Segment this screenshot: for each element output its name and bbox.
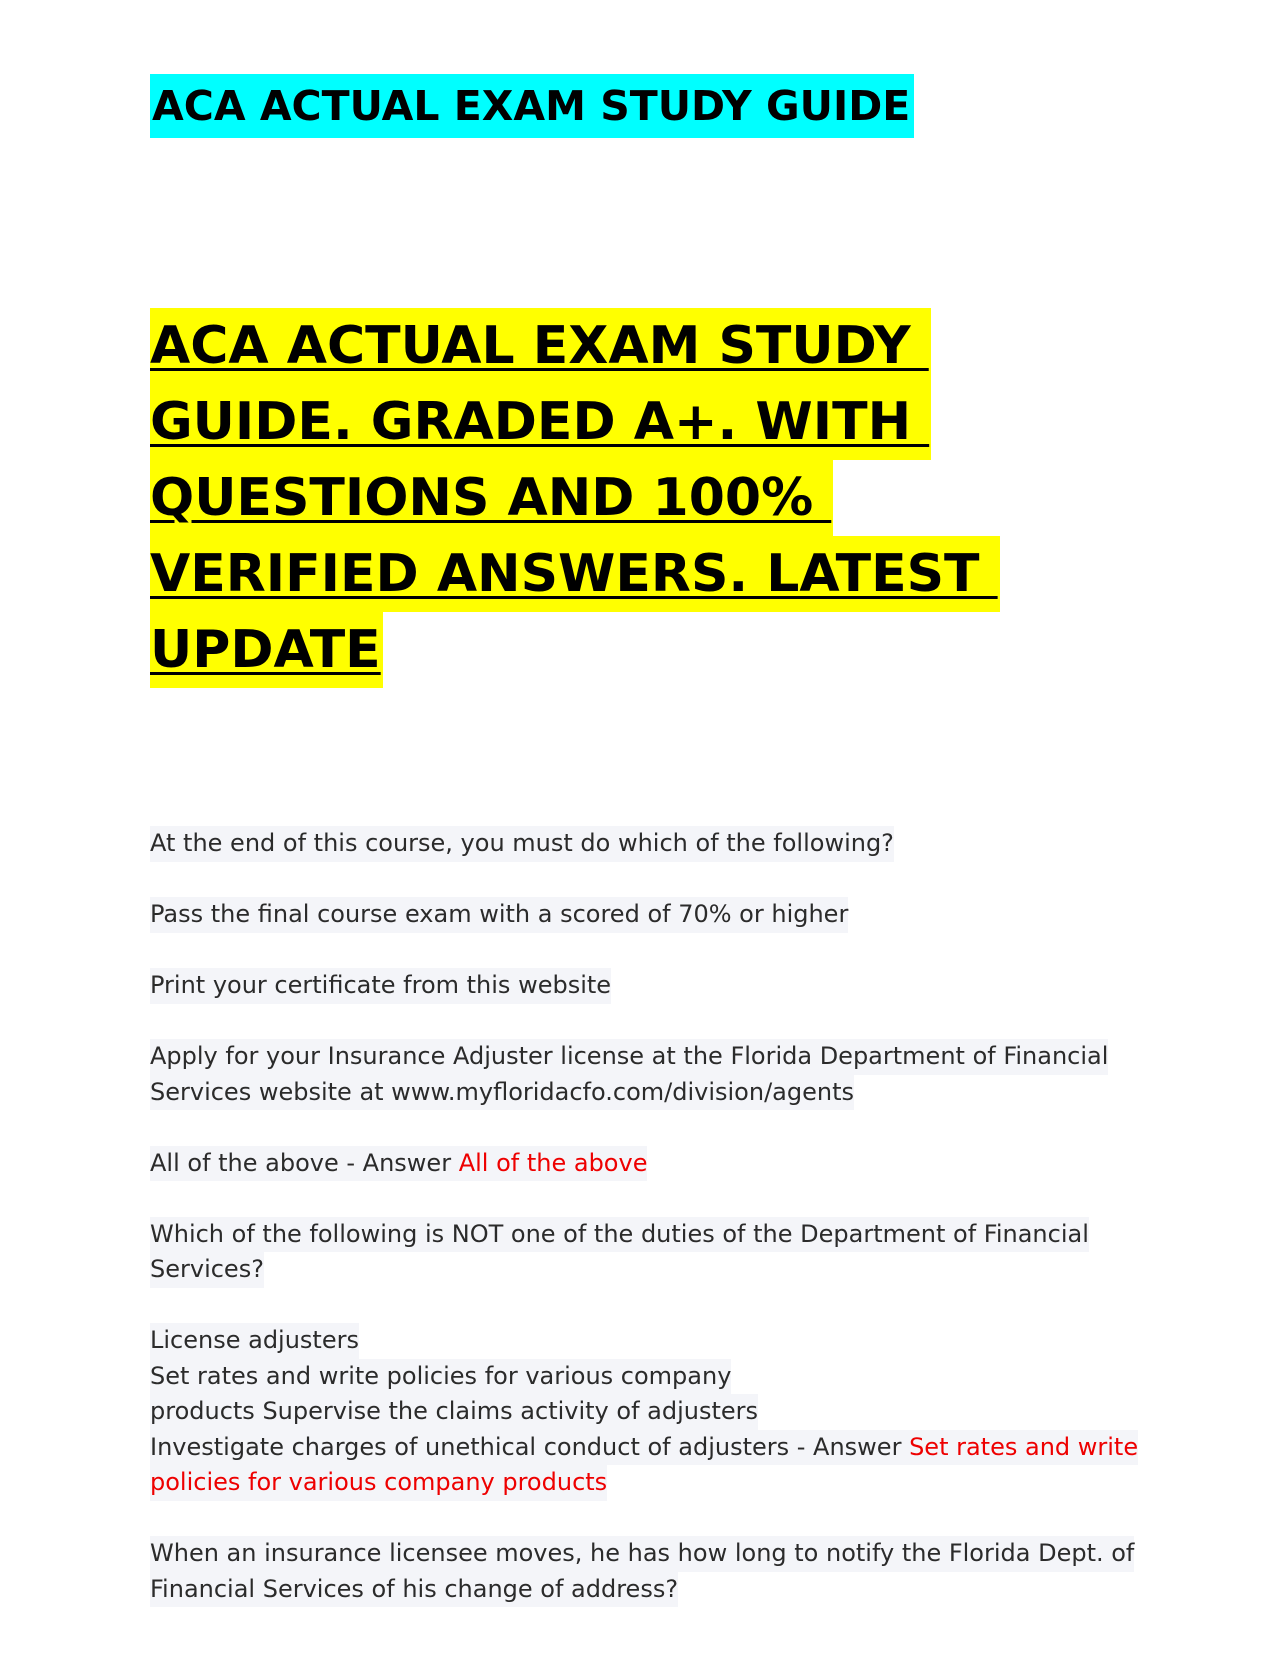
question-3: [150, 1536, 1135, 1607]
option-text: Investigate charges of unethical conduct of adjusters - Answer: [150, 1432, 910, 1461]
answer-text: policies for various company products: [150, 1465, 607, 1501]
main-title-line: UPDATE: [150, 612, 383, 688]
answer-row: [150, 1430, 1138, 1466]
answer-text: Set rates and write: [909, 1432, 1139, 1461]
option: [150, 1039, 1130, 1110]
main-title: [150, 308, 1050, 688]
option-text: Pass the final course exam with a scored of 70% or higher: [150, 897, 848, 933]
answer-line: [150, 1146, 1130, 1182]
option-text: License adjusters: [150, 1323, 359, 1359]
question-text: Services?: [150, 1252, 264, 1288]
answer-row: [150, 1146, 647, 1182]
option: [150, 897, 1130, 933]
option: [150, 968, 1130, 1004]
header-title: ACA ACTUAL EXAM STUDY GUIDE: [150, 74, 914, 138]
option-text: All of the above - Answer: [150, 1148, 459, 1177]
question-text: At the end of this course, you must do which of the following?: [150, 826, 894, 862]
main-title-line: GUIDE. GRADED A+. WITH: [150, 384, 931, 460]
question-text: Financial Services of his change of address?: [150, 1572, 678, 1608]
main-title-line: QUESTIONS AND 100%: [150, 460, 833, 536]
document-body: [150, 826, 1139, 1643]
answer-text: All of the above: [458, 1148, 648, 1177]
option-text: Services website at www.myfloridacfo.com/division/agents: [150, 1075, 854, 1111]
main-title-line: VERIFIED ANSWERS. LATEST: [150, 536, 1000, 612]
main-title-line: ACA ACTUAL EXAM STUDY: [150, 308, 931, 384]
option-text: Print your certificate from this website: [150, 968, 611, 1004]
option-text: Apply for your Insurance Adjuster license at the Florida Department of Financial: [150, 1039, 1108, 1075]
question-text: Which of the following is NOT one of the duties of the Department of Financial: [150, 1217, 1089, 1253]
question-1: [150, 826, 1130, 862]
question-text: When an insurance licensee moves, he has how long to notify the Florida Dept. of: [150, 1536, 1134, 1572]
option-text: Set rates and write policies for various company: [150, 1359, 731, 1395]
question-2: [150, 1217, 1130, 1288]
option-text: products Supervise the claims activity of adjusters: [150, 1394, 758, 1430]
options-block: [150, 1323, 1139, 1501]
